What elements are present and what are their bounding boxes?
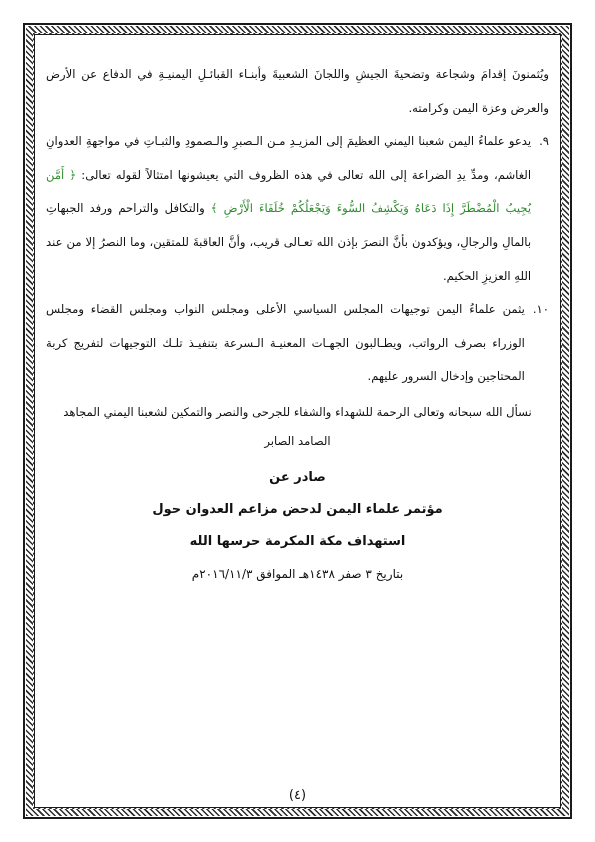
paragraph-9-text-after: والتكافل والتراحم ورفد الجبهاتِ بالمالِ والرجالِ، ويؤكدون بأنَّ النصرَ بإذن الله تعـالى قريب، وأنَّ العاقبةَ للمتقين، وما النصرُ إلا من عند اللهِ العزيزِ الحكيم. <box>46 201 532 283</box>
paragraph-9 <box>46 125 549 293</box>
issue-date: بتاريخ ٣ صفر ١٤٣٨هـ الموافق ٢٠١٦/١١/٣م <box>191 567 404 581</box>
paragraph-9-body <box>46 125 531 293</box>
page-number: (٤) <box>288 788 307 803</box>
issued-by-label: صادر عن <box>269 470 326 485</box>
paragraph-10 <box>46 293 549 394</box>
conference-name-line1: مؤتمر علماء اليمن لدحض مزاعم العدوان حول <box>152 502 443 517</box>
conference-name-line2: استهداف مكة المكرمة حرسها الله <box>189 534 406 549</box>
paragraph-10-body: يثمن علماءُ اليمن توجيهات المجلس السياسي الأعلى ومجلس النواب ومجلس القضاء ومجلس الوزراء بصرف الرواتب، ويطـالبون الجهـات المعنيـة الـسرعة بتنفيـذ تلـك التوجيهات لتفريج كربة المحتاجين وإدخال السرور عليهم. <box>46 302 525 384</box>
quran-verse: ﴿ أَمَّن يُجِيبُ الْمُضْطَرَّ إِذَا دَعَاهُ وَيَكْشِفُ السُّوءَ وَيَجْعَلُكُمْ خُلَفَاءَ الْأَرْضِ ﴾ <box>46 167 532 216</box>
closing-prayer: نسأل الله سبحانه وتعالى الرحمة للشهداء والشفاء للجرحى والنصر والتمكين لشعبنا اليمني المجاهد الصامد الصابر <box>63 404 532 448</box>
paragraph-9-number: ٩. <box>539 134 549 149</box>
paragraph-10-number: ١٠. <box>532 302 549 317</box>
paragraph-8-continuation: ويُثمنونَ إقدامَ وشجاعة وتضحيةَ الجيشِ واللجانَ الشعبيةَ وأبنـاء القبائـلِ اليمنيـةِ في الدفاع عن الأرض والعرض وعزة اليمن وكرامته. <box>46 67 549 115</box>
issuer-block <box>46 462 549 590</box>
paragraph-9-text-before: يدعو علماءُ اليمن شعبنا اليمني العظيمَ إلى المزيـدِ مـن الـصبرِ والـصمودِ والثبـاتِ في مواجهةِ العدوانِ الغاشم، ومدِّ يدِ الضراعة إلى الله تعالى في هذه الظروف التي يعيشونها امتثالاً لقوله تعالى: <box>46 134 532 182</box>
document-body <box>46 58 549 456</box>
